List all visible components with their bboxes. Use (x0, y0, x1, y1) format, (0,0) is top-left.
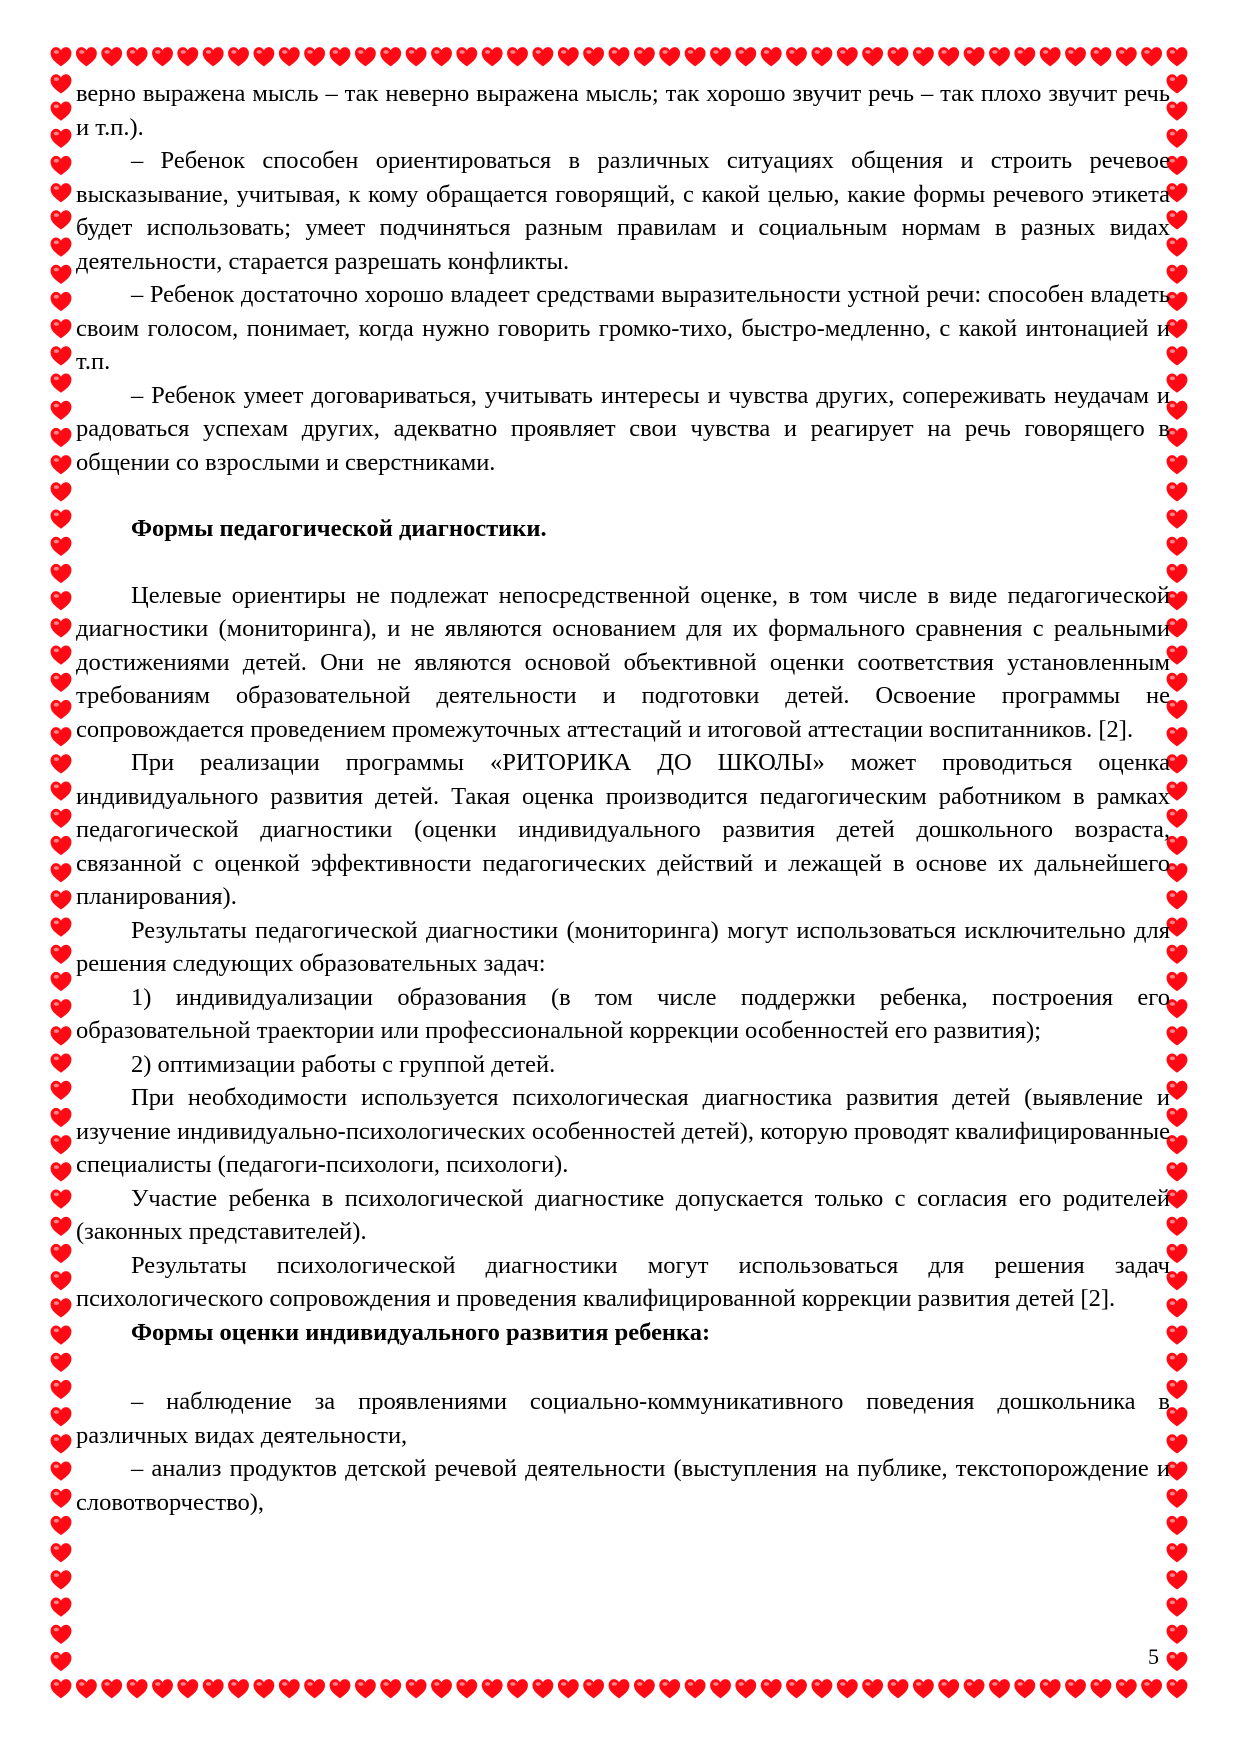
heart-icon (1090, 47, 1111, 66)
heart-icon (938, 47, 959, 66)
heart-icon (203, 1679, 224, 1698)
heart-icon (51, 265, 72, 284)
list-item: – анализ продуктов детской речевой деятельности (выступления на публике, текстопорождение и словотворчество), (76, 1455, 1170, 1516)
section-heading-assessment: Формы оценки индивидуального развития ребенка: (131, 1318, 711, 1346)
list-item: 2) оптимизации работы с группой детей. (131, 1050, 556, 1078)
heart-icon (51, 1652, 72, 1671)
heart-icon (685, 47, 706, 66)
heart-icon (51, 918, 72, 937)
heart-icon (51, 74, 72, 93)
heart-icon (532, 1679, 553, 1698)
spacer (76, 546, 1170, 579)
heart-icon (51, 1081, 72, 1100)
heart-icon (51, 238, 72, 257)
heart-icon (964, 1679, 985, 1698)
heart-icon (51, 1108, 72, 1127)
paragraph: – Ребенок достаточно хорошо владеет средствами выразительности устной речи: способен владеть своим голосом, понимает, когда нужно говорить громко-тихо, быстро-медленно, с какой интонацией и т.п. (76, 281, 1170, 375)
heart-icon (51, 319, 72, 338)
heart-icon (1116, 1679, 1137, 1698)
heart-icon (1167, 1543, 1188, 1562)
heart-icon (51, 537, 72, 556)
heart-icon (51, 292, 72, 311)
heart-icon (51, 510, 72, 529)
heart-icon (862, 47, 883, 66)
heart-icon (177, 47, 198, 66)
heart-icon (710, 47, 731, 66)
heart-icon (177, 1679, 198, 1698)
heart-icon (609, 1679, 630, 1698)
heart-icon (1141, 47, 1162, 66)
heart-icon (1167, 1570, 1188, 1589)
heart-icon (456, 47, 477, 66)
heart-icon (989, 1679, 1010, 1698)
spacer (76, 479, 1170, 512)
heart-icon (888, 47, 909, 66)
heart-icon (51, 1679, 72, 1698)
heart-icon (558, 47, 579, 66)
heart-icon (127, 1679, 148, 1698)
heart-icon (101, 47, 122, 66)
paragraph-continued: верно выражена мысль – так неверно выражена мысль; так хорошо звучит речь – так плохо звучит речь и т.п.). (76, 80, 1170, 141)
heart-icon (152, 47, 173, 66)
heart-icon (253, 1679, 274, 1698)
heart-icon (51, 1054, 72, 1073)
heart-icon (1167, 47, 1188, 66)
heart-icon (51, 346, 72, 365)
heart-icon (532, 47, 553, 66)
heart-icon (456, 1679, 477, 1698)
heart-icon (330, 47, 351, 66)
heart-icon (51, 156, 72, 175)
heart-icon (51, 482, 72, 501)
heart-icon (558, 1679, 579, 1698)
paragraph: Результаты педагогической диагностики (мониторинга) могут использоваться исключительно для решения следующих образовательных задач: (76, 916, 1170, 977)
paragraph: При реализации программы «РИТОРИКА ДО ШКОЛЫ» может проводиться оценка индивидуального развития детей. Такая оценка производится педагогическим работником в рамках педагогической диагностики (оценки индивидуального развития детей дошкольного возраста, связанной с оценкой эффективности педагогических действий и лежащей в основе их дальнейшего планирования). (76, 749, 1170, 910)
heart-icon (355, 47, 376, 66)
heart-icon (811, 47, 832, 66)
heart-icon (51, 618, 72, 637)
paragraph: – Ребенок умеет договариваться, учитывать интересы и чувства других, сопереживать неудачам и радоваться успехам других, адекватно проявляет свои чувства и реагирует на речь говорящего в общении со взрослыми и сверстниками. (76, 381, 1170, 476)
section-heading-diagnostics: Формы педагогической диагностики. (131, 515, 547, 542)
heart-icon (203, 47, 224, 66)
heart-icon (228, 47, 249, 66)
heart-icon (51, 945, 72, 964)
heart-icon (51, 1434, 72, 1453)
heart-icon (1090, 1679, 1111, 1698)
heart-icon (51, 782, 72, 801)
heart-icon (51, 1407, 72, 1426)
heart-icon (51, 591, 72, 610)
heart-icon (862, 1679, 883, 1698)
heart-icon (1167, 1625, 1188, 1644)
heart-icon (1014, 1679, 1035, 1698)
heart-icon (51, 700, 72, 719)
heart-icon (735, 47, 756, 66)
heart-icon (1167, 1598, 1188, 1617)
heart-icon (51, 47, 72, 66)
heart-icon (51, 1026, 72, 1045)
paragraph: Результаты психологической диагностики могут использоваться для решения задач психологического сопровождения и проведения квалифицированной коррекции развития детей [2]. (76, 1251, 1170, 1312)
heart-icon (1167, 1679, 1188, 1698)
list-item: 1) индивидуализации образования (в том числе поддержки ребенка, построения его образовательной траектории или профессиональной коррекции особенностей его развития); (76, 983, 1170, 1044)
heart-icon (51, 999, 72, 1018)
heart-icon (51, 1625, 72, 1644)
heart-icon (51, 1135, 72, 1154)
heart-icon (1065, 47, 1086, 66)
heart-icon (51, 1489, 72, 1508)
heart-icon (51, 1217, 72, 1236)
heart-icon (938, 1679, 959, 1698)
heart-icon (51, 1244, 72, 1263)
heart-icon (786, 47, 807, 66)
heart-icon (685, 1679, 706, 1698)
heart-icon (51, 401, 72, 420)
heart-icon (406, 47, 427, 66)
heart-icon (51, 1380, 72, 1399)
heart-icon (888, 1679, 909, 1698)
heart-icon (228, 1679, 249, 1698)
heart-icon (51, 1271, 72, 1290)
heart-icon (659, 47, 680, 66)
heart-icon (1116, 47, 1137, 66)
heart-icon (51, 1353, 72, 1372)
heart-icon (482, 1679, 503, 1698)
heart-icon (304, 1679, 325, 1698)
list-item: – наблюдение за проявлениями социально-коммуникативного поведения дошкольника в различных видах деятельности, (76, 1388, 1170, 1449)
heart-icon (51, 1190, 72, 1209)
heart-icon (355, 1679, 376, 1698)
page-content (76, 77, 1170, 1519)
heart-icon (507, 47, 528, 66)
heart-icon (964, 47, 985, 66)
heart-icon (634, 1679, 655, 1698)
heart-icon (1014, 47, 1035, 66)
heart-icon (76, 47, 97, 66)
heart-icon (786, 1679, 807, 1698)
heart-icon (51, 809, 72, 828)
paragraph: Участие ребенка в психологической диагностике допускается только с согласия его родителей (законных представителей). (76, 1184, 1170, 1245)
heart-icon (51, 890, 72, 909)
heart-icon (583, 1679, 604, 1698)
heart-icon (811, 1679, 832, 1698)
page-number: 5 (1148, 1644, 1159, 1669)
paragraph: – Ребенок способен ориентироваться в различных ситуациях общения и строить речевое высказывание, учитывая, к кому обращается говорящий, с какой целью, какие формы речевого этикета будет использовать; умеет подчиняться разным правилам и социальным нормам в разных видах деятельности, старается разрешать конфликты. (76, 147, 1170, 275)
heart-icon (51, 455, 72, 474)
heart-icon (51, 972, 72, 991)
heart-icon (380, 1679, 401, 1698)
heart-icon (659, 1679, 680, 1698)
heart-icon (507, 1679, 528, 1698)
heart-icon (51, 1570, 72, 1589)
heart-icon (1065, 1679, 1086, 1698)
heart-icon (1040, 47, 1061, 66)
heart-icon (609, 47, 630, 66)
heart-icon (51, 646, 72, 665)
heart-icon (837, 47, 858, 66)
heart-icon (51, 1298, 72, 1317)
paragraph: Целевые ориентиры не подлежат непосредственной оценке, в том числе в виде педагогической диагностики (мониторинга), и не являются основанием для их формального сравнения с реальными достижениями детей. Они не являются основой объективной оценки соответствия установленным требованиям образовательной деятельности и подготовки детей. Освоение программы не сопровождается проведением промежуточных аттестаций и итоговой аттестации воспитанников. [2]. (76, 581, 1170, 743)
heart-icon (913, 1679, 934, 1698)
heart-icon (51, 863, 72, 882)
heart-icon (482, 47, 503, 66)
heart-icon (51, 564, 72, 583)
heart-icon (101, 1679, 122, 1698)
heart-icon (253, 47, 274, 66)
heart-icon (735, 1679, 756, 1698)
heart-icon (431, 47, 452, 66)
heart-icon (1167, 1652, 1188, 1671)
heart-icon (51, 183, 72, 202)
heart-icon (837, 1679, 858, 1698)
heart-icon (152, 1679, 173, 1698)
spacer (76, 1349, 1170, 1385)
heart-icon (51, 1462, 72, 1481)
heart-icon (51, 836, 72, 855)
heart-icon (761, 1679, 782, 1698)
heart-icon (51, 1162, 72, 1181)
heart-icon (304, 47, 325, 66)
heart-icon (51, 727, 72, 746)
heart-icon (330, 1679, 351, 1698)
heart-icon (51, 1543, 72, 1562)
heart-icon (127, 47, 148, 66)
heart-icon (51, 1516, 72, 1535)
heart-icon (989, 47, 1010, 66)
heart-icon (1141, 1679, 1162, 1698)
heart-icon (51, 129, 72, 148)
heart-icon (913, 47, 934, 66)
heart-icon (634, 47, 655, 66)
heart-icon (279, 1679, 300, 1698)
heart-icon (51, 210, 72, 229)
heart-icon (406, 1679, 427, 1698)
heart-icon (51, 673, 72, 692)
heart-icon (51, 1598, 72, 1617)
heart-icon (76, 1679, 97, 1698)
heart-icon (1040, 1679, 1061, 1698)
heart-icon (51, 428, 72, 447)
heart-icon (583, 47, 604, 66)
heart-icon (431, 1679, 452, 1698)
heart-icon (51, 1326, 72, 1345)
heart-icon (51, 102, 72, 121)
heart-icon (51, 374, 72, 393)
paragraph: При необходимости используется психологическая диагностика развития детей (выявление и изучение индивидуально-психологических особенностей детей), которую проводят квалифицированные специалисты (педагоги-психологи, психологи). (76, 1084, 1170, 1178)
heart-icon (51, 754, 72, 773)
heart-icon (279, 47, 300, 66)
heart-icon (380, 47, 401, 66)
heart-icon (761, 47, 782, 66)
heart-icon (710, 1679, 731, 1698)
